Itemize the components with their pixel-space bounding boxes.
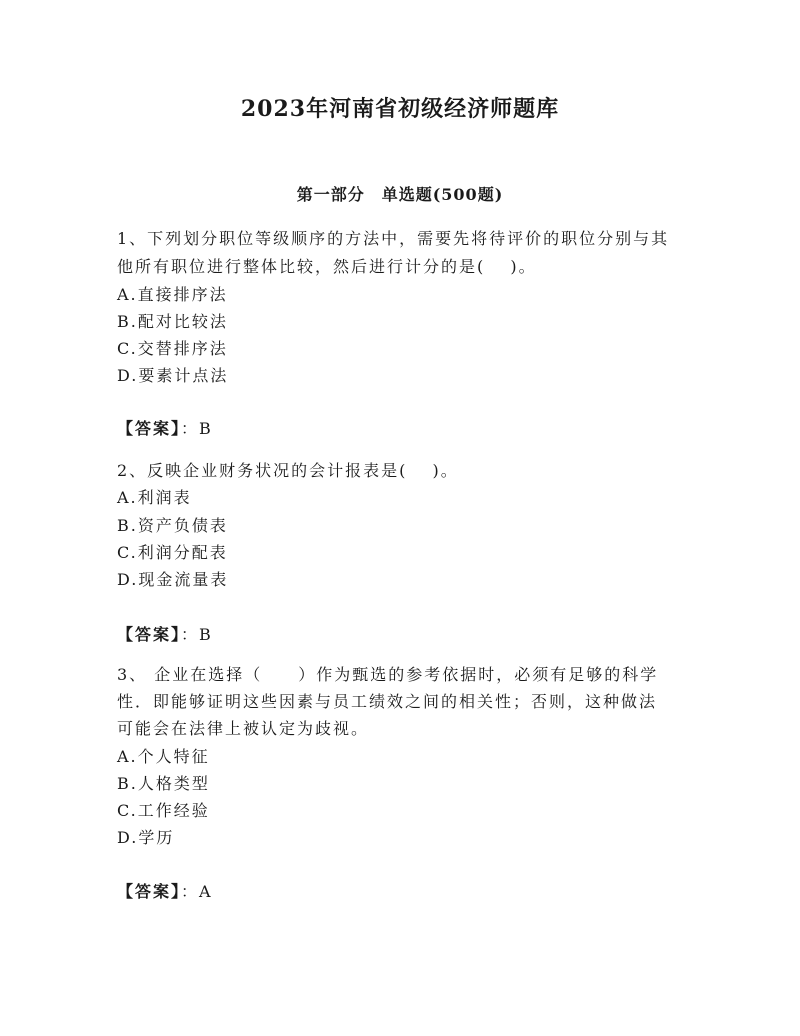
question-1-option-c: C.交替排序法	[117, 339, 228, 358]
question-1-option-b: B.配对比较法	[117, 312, 228, 331]
section-title: 第一部分 单选题(500题)	[296, 185, 504, 204]
answer-separator: ：	[181, 625, 200, 644]
question-1-answer	[117, 416, 213, 439]
question-2-option-c: C.利润分配表	[117, 543, 228, 562]
question-1-option-a: A.直接排序法	[117, 285, 228, 304]
answer-value: B	[199, 419, 213, 438]
answer-value: A	[199, 882, 213, 901]
answer-label: 【答案】	[117, 625, 182, 644]
answer-separator: ：	[181, 882, 200, 901]
answer-label: 【答案】	[117, 419, 182, 438]
question-3-stem-line-1: 3、 企业在选择（ ）作为甄选的参考依据时，必须有足够的科学	[117, 665, 659, 684]
answer-label: 【答案】	[117, 882, 182, 901]
question-3-option-b: B.人格类型	[117, 774, 210, 793]
question-2-option-a: A.利润表	[117, 488, 192, 507]
question-2-option-b: B.资产负债表	[117, 516, 228, 535]
question-2-stem-line-1: 2、反映企业财务状况的会计报表是( )。	[117, 461, 459, 480]
question-2-option-d: D.现金流量表	[117, 570, 229, 589]
document-title: 2023年河南省初级经济师题库	[240, 96, 560, 122]
question-2-answer	[117, 622, 213, 645]
question-3-option-c: C.工作经验	[117, 801, 210, 820]
question-3-answer	[117, 879, 213, 902]
question-3-stem-line-3: 可能会在法律上被认定为歧视。	[117, 719, 370, 738]
question-3-option-a: A.个人特征	[117, 747, 210, 766]
question-1-option-d: D.要素计点法	[117, 366, 229, 385]
question-3-stem-line-2: 性．即能够证明这些因素与员工绩效之间的相关性；否则，这种做法	[117, 692, 658, 711]
question-1-stem-line-2: 他所有职位进行整体比较，然后进行计分的是( )。	[117, 257, 537, 276]
question-3-option-d: D.学历	[117, 828, 175, 847]
answer-separator: ：	[181, 419, 200, 438]
question-1-stem-line-1: 1、下列划分职位等级顺序的方法中，需要先将待评价的职位分别与其	[117, 229, 670, 248]
answer-value: B	[199, 625, 213, 644]
